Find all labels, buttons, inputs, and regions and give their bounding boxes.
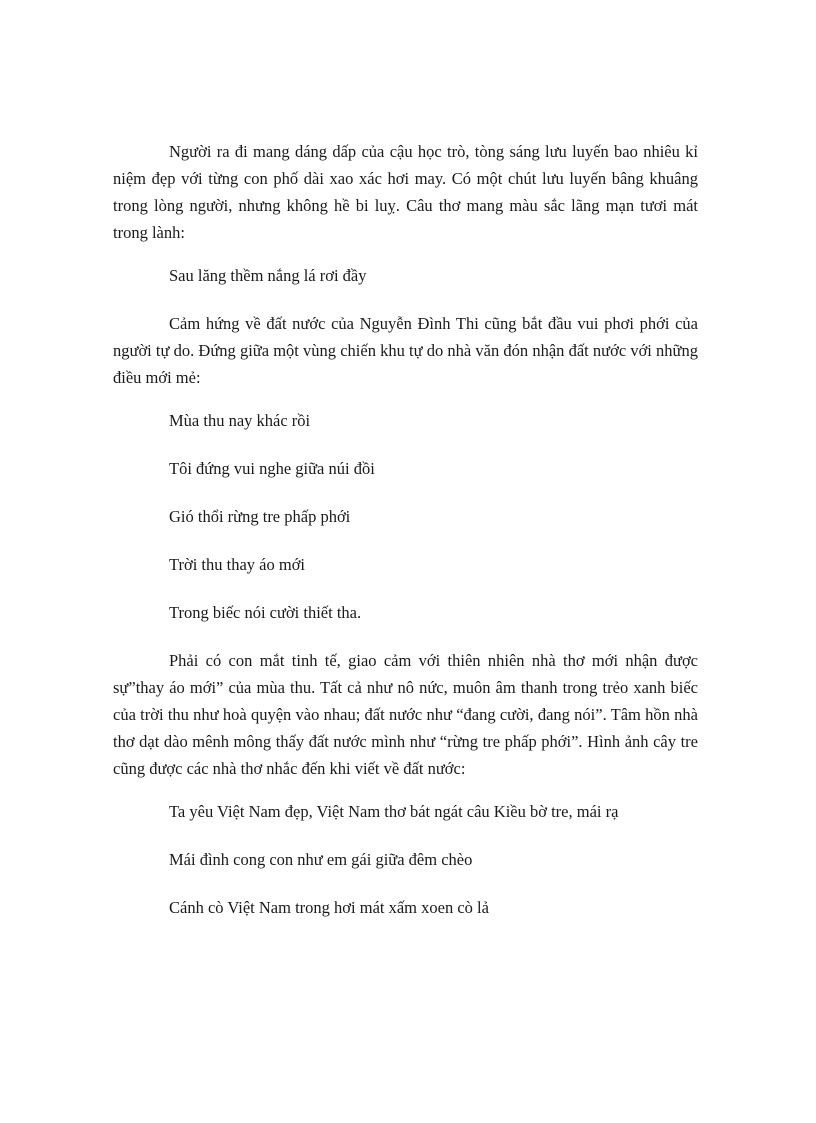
paragraph-3: Phải có con mắt tinh tế, giao cảm với thiên nhiên nhà thơ mới nhận được sự”thay áo mới” của mùa thu. Tất cả như nô nức, muôn âm thanh trong trẻo xanh biếc của trời thu như hoà quyện vào nhau; đất nước như “đang cười, đang nói”. Tâm hồn nhà thơ dạt dào mênh mông thấy đất nước mình như “rừng tre phấp phới”. Hình ảnh cây tre cũng được các nhà thơ nhắc đến khi viết về đất nước: — [113, 651, 698, 778]
verse-line: Mùa thu nay khác rồi — [169, 411, 311, 430]
verse-line: Sau lăng thềm nắng lá rơi đầy — [169, 266, 367, 285]
verse-line: Trong biếc nói cười thiết tha. — [169, 603, 362, 622]
verse-line: Ta yêu Việt Nam đẹp, Việt Nam thơ bát ngát câu Kiều bờ tre, mái rạ — [169, 802, 619, 821]
paragraph-2: Cảm hứng về đất nước của Nguyễn Đình Thi cũng bắt đầu vui phơi phới của người tự do. Đứng giữa một vùng chiến khu tự do nhà văn đón nhận đất nước với những điều mới mẻ: — [113, 314, 698, 387]
verse-line: Cánh cò Việt Nam trong hơi mát xấm xoen cò lả — [169, 898, 489, 917]
verse-line: Trời thu thay áo mới — [169, 555, 306, 574]
document-body — [113, 138, 698, 942]
verse-line: Mái đình cong con như em gái giữa đêm chèo — [169, 850, 473, 869]
verse-line: Tôi đứng vui nghe giữa núi đồi — [169, 459, 375, 478]
verse-line: Gió thổi rừng tre phấp phới — [169, 507, 351, 526]
paragraph-1: Người ra đi mang dáng dấp của cậu học trò, tòng sáng lưu luyến bao nhiêu kỉ niệm đẹp với từng con phố dài xao xác hơi may. Có một chút lưu luyến bâng khuâng trong lòng người, nhưng không hề bi luỵ. Câu thơ mang màu sắc lãng mạn tươi mát trong lành: — [113, 142, 698, 242]
